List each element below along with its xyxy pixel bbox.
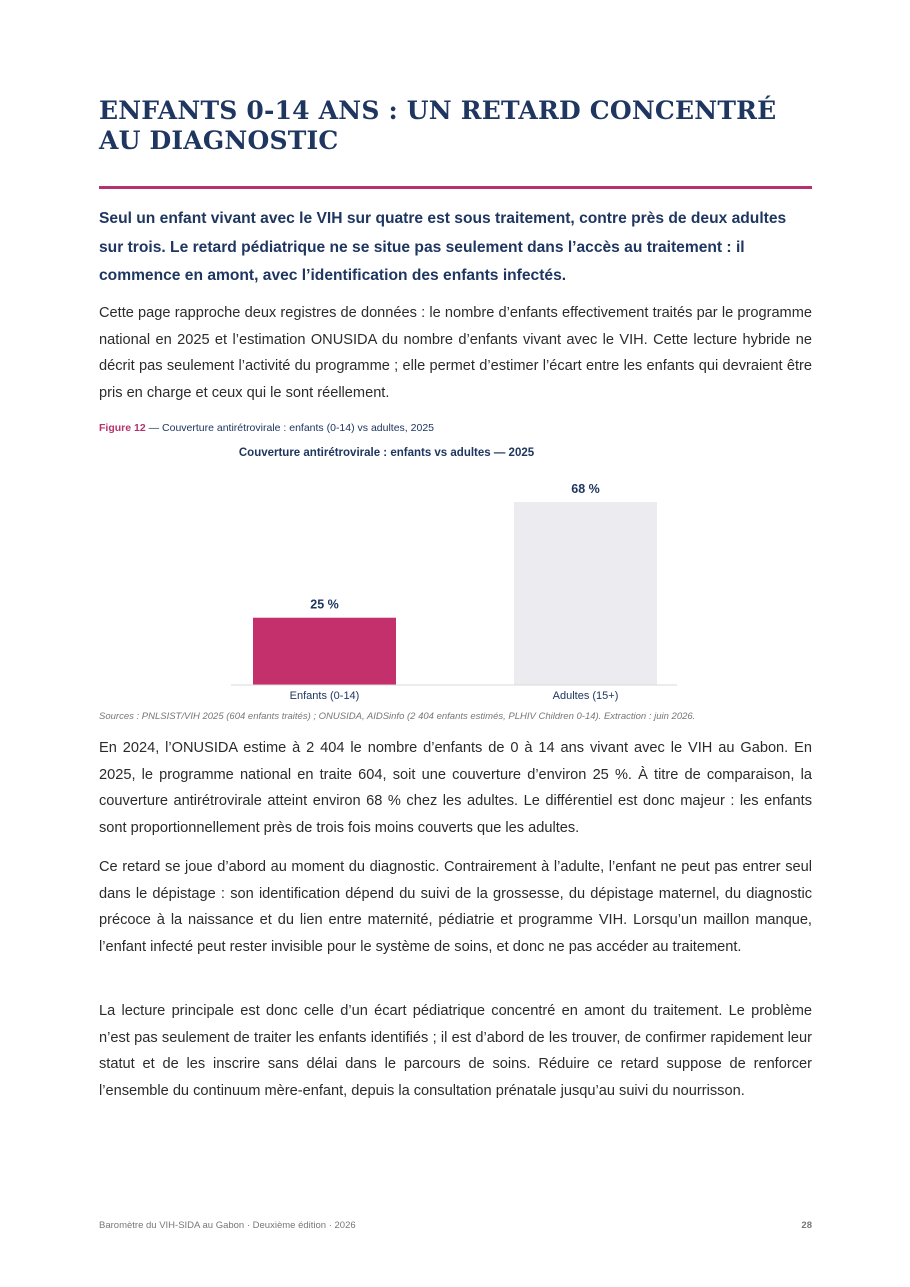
bar-value-label-1: 68 % xyxy=(571,482,600,496)
lead-paragraph: Seul un enfant vivant avec le VIH sur quatre est sous traitement, contre près de deux adultes sur trois. Le retard pédiatrique ne se situe pas seulement dans l’accès au traitement : il commence en amont, avec l’identification des enfants infectés. xyxy=(99,210,787,284)
bar-1 xyxy=(514,502,657,685)
document-page xyxy=(99,0,812,1287)
figure-sources: Sources : PNLSIST/VIH 2025 (604 enfants traités) ; ONUSIDA, AIDSinfo (2 404 enfants estimés, PLHIV Children 0-14). Extraction : juin 2026. xyxy=(99,711,696,722)
figure-caption xyxy=(99,422,434,434)
footer-page-number: 28 xyxy=(801,1220,812,1231)
coverage-chart xyxy=(229,440,679,705)
bar-value-label-0: 25 % xyxy=(310,597,339,612)
body-paragraph-2: En 2024, l’ONUSIDA estime à 2 404 le nombre d’enfants de 0 à 14 ans vivant avec le VIH au Gabon. En 2025, le programme national en traite 604, soit une couverture d’environ 25 %. À titre de comparaison, la couverture antirétrovirale atteint environ 68 % chez les adultes. Le différentiel est donc majeur : les enfants sont proportionnellement près de trois fois moins couverts que les adultes. xyxy=(99,740,812,836)
figure-caption-text: — Couverture antirétrovirale : enfants (0-14) vs adultes, 2025 xyxy=(145,422,434,434)
category-label-1: Adultes (15+) xyxy=(552,690,619,702)
page-title: ENFANTS 0-14 ANS : UN RETARD CONCENTRÉ AU DIAGNOSTIC xyxy=(99,96,777,155)
body-paragraph-3: Ce retard se joue d’abord au moment du diagnostic. Contrairement à l’adulte, l’enfant ne peut pas entrer seul dans le dépistage : son identification dépend du suivi de la grossesse, du dépistage maternel, du diagnostic précoce à la naissance et du lien entre maternité, pédiatrie et programme VIH. Lorsqu’un maillon manque, l’enfant infecté peut rester invisible pour le système de soins, et donc ne pas accéder au traitement. xyxy=(99,859,812,955)
title-divider xyxy=(99,186,812,189)
body-paragraph-4: La lecture principale est donc celle d’un écart pédiatrique concentré en amont du traitement. Le problème n’est pas seulement de traiter les enfants identifiés ; il est d’abord de les trouver, de confirmer rapidement leur statut et de les inscrire sans délai dans le parcours de soins. Réduire ce retard suppose de renforcer l’ensemble du continuum mère-enfant, depuis la consultation prénatale jusqu’au suivi du nourrisson. xyxy=(99,1003,812,1099)
figure-label: Figure 12 xyxy=(99,422,146,434)
body-paragraph-1: Cette page rapproche deux registres de données : le nombre d’enfants effectivement traités par le programme national en 2025 et l’estimation ONUSIDA du nombre d’enfants vivant avec le VIH. Cette lecture hybride ne décrit pas seulement l’activité du programme ; elle permet d’estimer l’écart entre les enfants qui devraient être pris en charge et ceux qui le sont réellement. xyxy=(99,305,812,401)
chart-title: Couverture antirétrovirale : enfants vs adultes — 2025 xyxy=(238,447,535,459)
footer-publication: Baromètre du VIH-SIDA au Gabon · Deuxième édition · 2026 xyxy=(99,1220,356,1231)
chart-svg xyxy=(229,440,679,705)
category-label-0: Enfants (0-14) xyxy=(289,690,360,702)
bar-0 xyxy=(253,618,396,685)
